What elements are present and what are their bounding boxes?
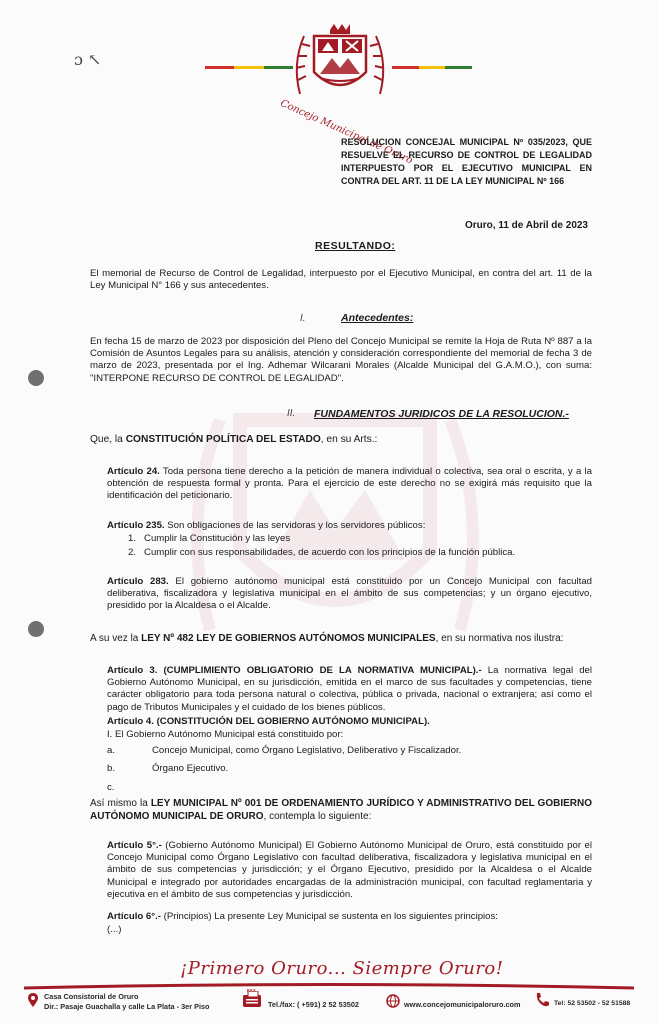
articulo-4-heading: Artículo 4. (CONSTITUCIÓN DEL GOBIERNO AUTÓNOMO MUNICIPAL). — [107, 716, 430, 727]
list-item: 1. Cumplir la Constitución y las leyes — [128, 533, 291, 544]
antecedentes-numeral: I. — [300, 313, 306, 324]
ley-482-intro: A su vez la LEY Nº 482 LEY DE GOBIERNOS AUTÓNOMOS MUNICIPALES, en su normativa nos ilustra: — [90, 633, 564, 644]
footer-slogan: ¡Primero Oruro... Siempre Oruro! — [180, 958, 504, 979]
antecedentes-paragraph: En fecha 15 de marzo de 2023 por disposición del Pleno del Concejo Municipal se remite la Hoja de Ruta Nº 887 a la Comisión de Asuntos Legales para su análisis, atención y consideración correspondiente del memorial de fecha 3 de marzo de 2023, presentada por el Ing. Adhemar Wilcarani Morales (Alcalde Municipal del G.A.M.O.), con suma: "INTERPONE RECURSO DE CONTROL DE LEGALIDAD". — [90, 336, 592, 384]
telfax-number: Tel./fax: ( +591) 2 52 53502 — [268, 1000, 359, 1009]
ellipsis: (...) — [107, 924, 122, 935]
fundamentos-numeral: II. — [287, 408, 296, 419]
constitucion-intro: Que, la CONSTITUCIÓN POLÍTICA DEL ESTADO, en su Arts.: — [90, 434, 378, 445]
municipal-crest-logo — [290, 24, 390, 106]
list-item: a. Concejo Municipal, como Órgano Legislativo, Deliberativo y Fiscalizador. — [107, 745, 462, 756]
articulo-24: Artículo 24. Toda persona tiene derecho a la petición de manera individual o colectiva, sea oral o escrita, y a la obtención de respuesta formal y pronta. Para el ejercicio de este derecho no se exigirá más requisito que la identificación del peticionario. — [107, 466, 592, 502]
articulo-3: Artículo 3. (CUMPLIMIENTO OBLIGATORIO DE LA NORMATIVA MUNICIPAL).- La normativa legal del Gobierno Autónomo Municipal, en su jurisdicción, emitida en el marco de sus facultades y competencias, tiene carácter obligatorio para toda persona natural o colectiva, pública o privada, nacional o extranjera; así como el pago de Tributos Municipales y el cuidado de los bienes públicos. — [107, 665, 593, 713]
articulo-5: Artículo 5°.- (Gobierno Autónomo Municipal) El Gobierno Autónomo Municipal de Oruro, está constituido por el Concejo Municipal como Órgano Legislativo con facultad deliberativa, fiscalizadora y legislativa municipal en el ámbito de sus competencias y jurisdicción; y el Órgano Ejecutivo, presidido por la Alcaldesa o el Alcalde Municipal e integrado por autoridades encargadas de la administración municipal, con facultad reglamentaria y ejecutiva en el ámbito de sus competencias y jurisdicción. — [107, 840, 592, 900]
location-pin-icon — [28, 993, 38, 1007]
list-item: 2. Cumplir con sus responsabilidades, de acuerdo con los principios de la función pública. — [128, 547, 516, 558]
header-stripe-right — [392, 66, 472, 69]
ley-001-intro: Así mismo la LEY MUNICIPAL Nº 001 DE ORDENAMIENTO JURÍDICO Y ADMINISTRATIVO DEL GOBIERNO AUTÓNOMO MUNICIPAL DE ORURO, contempla lo siguiente: — [90, 798, 592, 822]
antecedentes-heading: Antecedentes: — [341, 312, 414, 324]
articulo-4-intro: I. El Gobierno Autónomo Municipal está constituido por: — [107, 729, 344, 740]
fundamentos-heading: FUNDAMENTOS JURIDICOS DE LA RESOLUCION.- — [314, 408, 569, 420]
punch-hole-top — [28, 370, 44, 386]
resultando-heading: RESULTANDO: — [315, 240, 396, 252]
document-date: Oruro, 11 de Abril de 2023 — [464, 220, 588, 231]
globe-icon — [386, 994, 400, 1008]
address-line-2: Dir.: Pasaje Guachalla y calle La Plata - 3er Piso — [44, 1002, 210, 1011]
list-item: c. — [107, 782, 115, 793]
handwritten-mark: ɔ ↖ — [74, 50, 102, 69]
website: www.concejomunicipaloruro.com — [404, 1000, 521, 1009]
crest-seal-text: Concejo Municipal de Oruro — [278, 98, 415, 167]
resultando-paragraph: El memorial de Recurso de Control de Legalidad, interpuesto por el Ejecutivo Municipal, en contra del art. 11 de la Ley Municipal N° 166 y sus antecedentes. — [90, 268, 592, 292]
punch-hole-bottom — [28, 621, 44, 637]
articulo-235: Artículo 235. Son obligaciones de las servidoras y los servidores públicos: — [107, 520, 426, 531]
articulo-283: Artículo 283. El gobierno autónomo municipal está constituido por un Concejo Municipal con facultad deliberativa, fiscalizadora y legislativa municipal en el ámbito de sus competencias; y un órgano ejecutivo, presidido por la Alcaldesa o el Alcalde. — [107, 576, 592, 612]
address-line-1: Casa Consistorial de Oruro — [44, 992, 139, 1001]
list-item: b. Órgano Ejecutivo. — [107, 763, 229, 774]
resolution-title: RESOLUCION CONCEJAL MUNICIPAL Nº 035/2023, QUE RESUELVE EL RECURSO DE CONTROL DE LEGALIDAD INTERPUESTO POR EL EJECUTIVO MUNICIPAL EN CONTRA DEL ART. 11 DE LA LEY MUNICIPAL Nº 166 — [341, 137, 592, 186]
header-stripe-left — [205, 66, 293, 69]
fax-icon — [243, 991, 261, 1007]
articulo-6: Artículo 6°.- (Principios) La presente Ley Municipal se sustenta en los siguientes principios: — [107, 911, 498, 922]
fax-label: FAX — [247, 988, 256, 993]
phone-numbers: Tel: 52 53502 - 52 51588 — [554, 1000, 631, 1007]
phone-icon — [534, 992, 550, 1008]
